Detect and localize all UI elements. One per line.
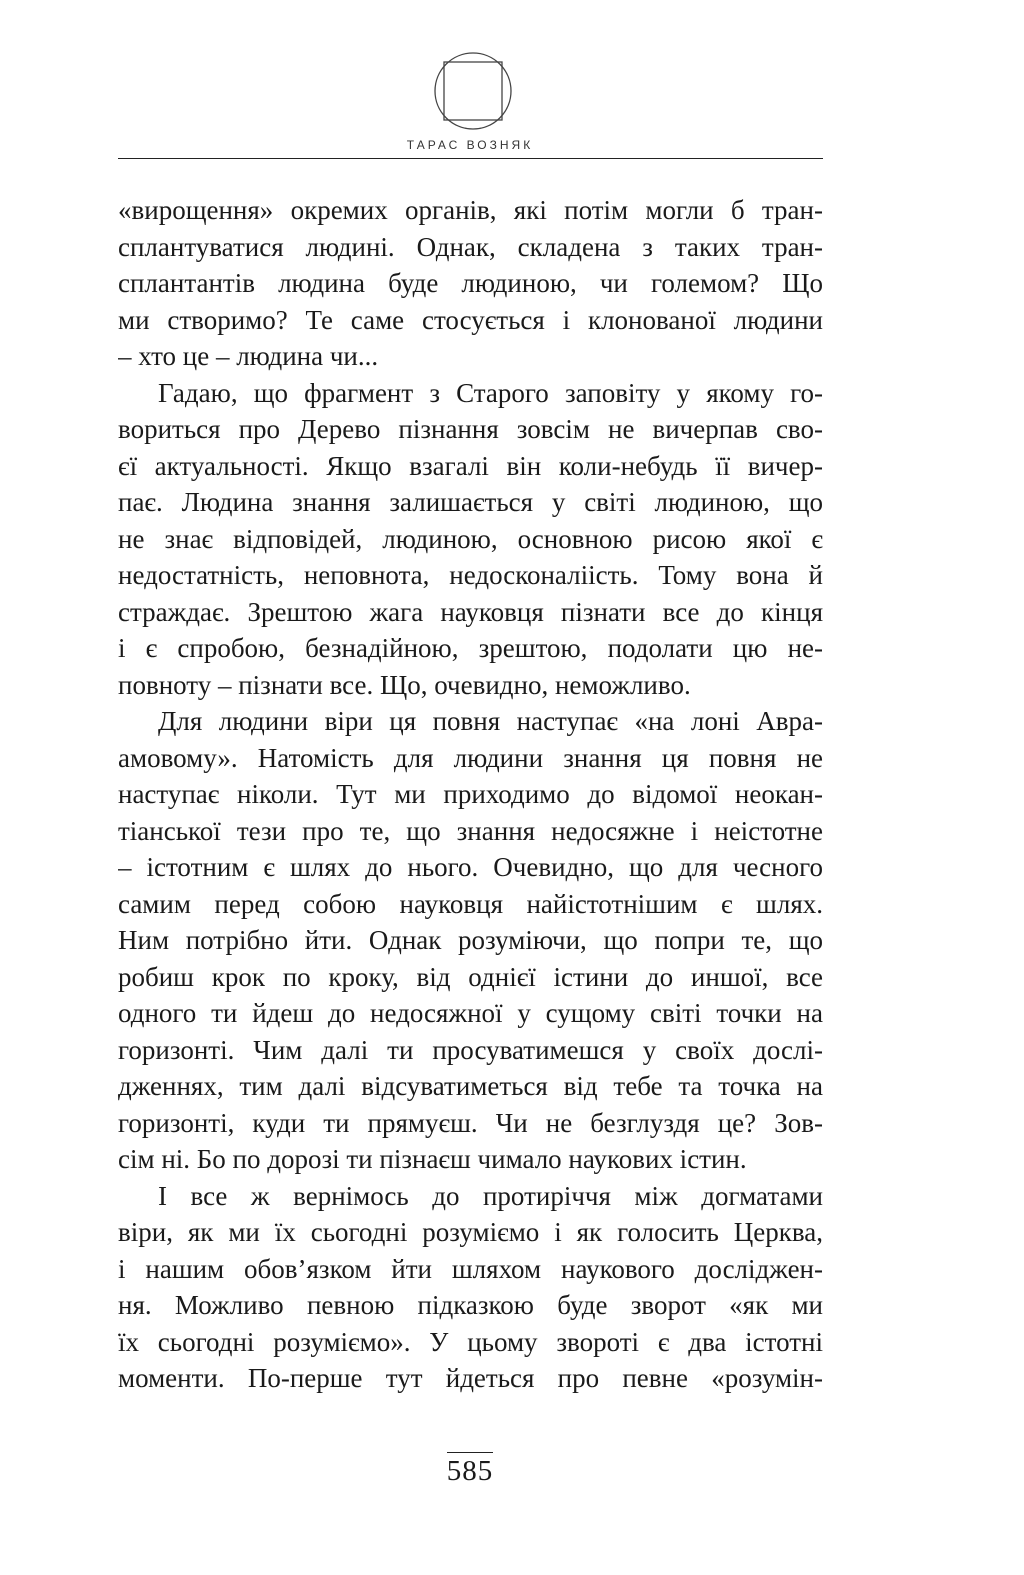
text-line: наступає ніколи. Тут ми приходимо до відомої неокан- — [118, 779, 823, 809]
circle-square-emblem-icon — [432, 50, 514, 132]
text-line: Для людини віри ця повня наступає «на лоні Авра- — [158, 706, 823, 736]
body-text — [118, 192, 823, 1397]
text-line: страждає. Зрештою жага науковця пізнати все до кінця — [118, 596, 823, 627]
text-line: пає. Людина знання залишається у світі людиною, що — [118, 487, 823, 517]
text-line: самим перед собою науковця найістотнішим є шлях. — [118, 888, 823, 919]
text-line: моменти. По-перше тут йдеться про певне «розумін- — [118, 1363, 823, 1393]
text-line: «вирощення» окремих органів, які потім могли б тран- — [118, 195, 823, 225]
text-line: Ним потрібно йти. Однак розуміючи, що попри те, що — [118, 925, 823, 955]
text-line: їх сьогодні розуміємо». У цьому звороті є два істотні — [118, 1326, 823, 1357]
text-line: сплантантів людина буде людиною, чи големом? Що — [118, 268, 823, 298]
text-line: віри, як ми їх сьогодні розуміємо і як голосить Церква, — [118, 1217, 823, 1247]
text-line: не знає відповідей, людиною, основною рисою якої є — [118, 523, 823, 554]
text-line: повноту – пізнати все. Що, очевидно, неможливо. — [118, 669, 691, 700]
text-line: ми створимо? Те саме стосується і клонованої людини — [118, 304, 823, 335]
text-line: сплантуватися людині. Однак, складена з таких тран- — [118, 231, 823, 262]
text-line: єї актуальності. Якщо взагалі він коли-небудь її вичер- — [118, 450, 823, 481]
text-line: І все ж вернімось до протиріччя між догматами — [158, 1180, 823, 1211]
text-line: і є спробою, безнадійною, зрештою, подолати цю не- — [118, 633, 823, 663]
text-line: недостатність, неповнота, недосконаліість. Тому вона й — [118, 560, 823, 590]
text-line: тіанської тези про те, що знання недосяжне і неістотне — [118, 815, 823, 846]
text-line: амовому». Натомість для людини знання ця повня не — [118, 742, 823, 773]
header-rule — [118, 158, 823, 159]
page-number: 585 — [447, 1452, 494, 1487]
text-line: – істотним є шлях до нього. Очевидно, що для чесного — [118, 852, 823, 882]
text-line: – хто це – людина чи... — [118, 341, 379, 371]
text-line: дженнях, тим далі відсуватиметься від тебе та точка на — [118, 1071, 823, 1101]
text-line: ня. Можливо певною підказкою буде зворот «як ми — [118, 1290, 823, 1320]
text-line: вориться про Дерево пізнання зовсім не вичерпав сво- — [118, 414, 823, 444]
running-head-author: ТАРАС ВОЗНЯК — [406, 138, 534, 152]
text-line: Гадаю, що фрагмент з Старого заповіту у якому го- — [158, 377, 823, 408]
text-line: робиш крок по кроку, від однієї істини до иншої, все — [118, 961, 823, 992]
text-line: горизонті. Чим далі ти просуватимешся у своїх дослі- — [118, 1034, 823, 1065]
text-line: горизонті, куди ти прямуєш. Чи не безглуздя це? Зов- — [118, 1107, 823, 1138]
text-line: і нашим обов’язком йти шляхом наукового досліджен- — [118, 1253, 823, 1284]
text-line: сім ні. Бо по дорозі ти пізнаєш чимало наукових істин. — [118, 1144, 747, 1174]
text-line: одного ти йдеш до недосяжної у сущому світі точки на — [118, 998, 823, 1028]
page-number-block — [0, 1455, 940, 1488]
